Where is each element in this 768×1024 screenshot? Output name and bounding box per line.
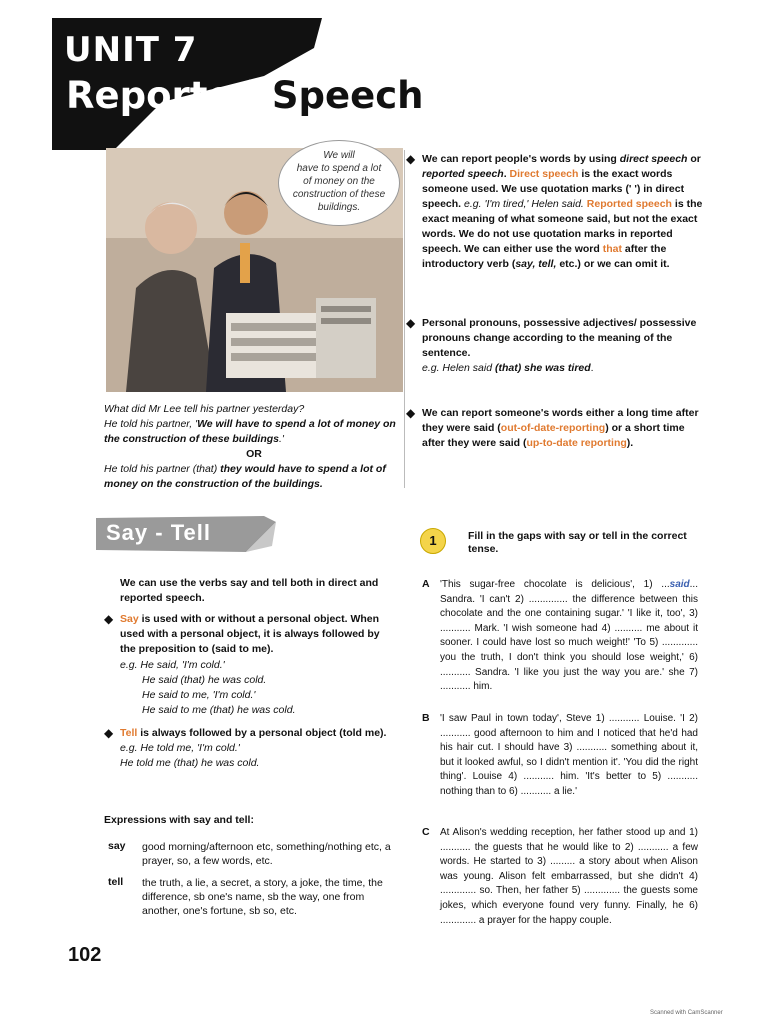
caption-or: OR <box>246 448 262 460</box>
rule-text: say, tell, <box>515 258 557 270</box>
say-examples <box>120 658 392 718</box>
rule-text: Personal pronouns, possessive adjectives/ possessive pronouns change according to the meaning of the sentence. <box>422 317 697 359</box>
gap-text: 'This sugar-free chocolate is delicious', 1) ... <box>440 579 670 590</box>
exercise-number-badge: 1 <box>420 528 446 554</box>
exercise-a-text <box>440 578 698 695</box>
say-rule <box>104 612 392 657</box>
bubble-line: construction of these <box>292 189 386 200</box>
rule-text: . <box>503 168 510 180</box>
caption-question: What did Mr Lee tell his partner yesterday? <box>104 403 305 415</box>
unit-title-part1: Reported <box>66 74 260 117</box>
photo-caption <box>104 402 404 492</box>
filled-answer: said <box>669 579 690 590</box>
bubble-line: We will <box>323 150 355 161</box>
example-line: He told me (that) he was cold. <box>120 757 260 769</box>
rule-text: reported speech <box>422 168 504 180</box>
bubble-line: buildings. <box>317 202 361 213</box>
say-tell-heading: Say - Tell <box>106 520 211 545</box>
example-line: e.g. He told me, 'I'm cold.' <box>120 742 240 754</box>
example-text: e.g. 'I'm tired,' Helen said. <box>464 198 584 210</box>
exercise-c-text: At Alison's wedding reception, her father stood up and 1) ........... the guests that he would like to 2) ........... a few words. He started to 3) ......... a story about when Alison was young. Alison felt embarrassed, but she didn't 4) ............. so. Then, her father 5) ............. the guests some jokes, which everyone found very funny. Finally, he 6) ............. a prayer for the happy couple. <box>440 827 698 926</box>
expr-key-say: say <box>108 840 126 852</box>
caption-text: He told his partner (that) <box>104 463 221 475</box>
rule-text: ) or a short time after they were said ( <box>422 422 685 449</box>
bubble-line: have to spend a lot <box>296 163 382 174</box>
caption-bold: We will have to spend a lot of money on the construction of these buildings <box>104 418 396 445</box>
expressions-title: Expressions with say and tell: <box>104 814 254 826</box>
highlight-text: up-to-date reporting <box>526 437 627 449</box>
rule-text: after the introductory verb ( <box>422 243 667 270</box>
example-bold: (that) she was tired <box>494 362 591 374</box>
highlight-text: that <box>602 243 622 255</box>
gap-text: ... Sandra. 'I can't 2) .............. the difference between this chocolate and the one containing sugar.' 'I like it, too', 3) ........... Mark. 'I wish someone had 4) .......... me about it sooner. I could have lost so much weight!' 'To 5) ............. you the truth, I don't think you should lose weight,' 6) ........... Sandra. 'I like you just the way you are.' she 7) ........... him. <box>440 579 698 693</box>
diamond-bullet-icon: ◆ <box>406 316 416 330</box>
rule-text: ). <box>626 437 634 449</box>
unit-title <box>66 74 424 117</box>
highlight-text: out-of-date-reporting <box>500 422 606 434</box>
expr-val-say: good morning/afternoon etc, something/nothing etc, a prayer, so, a few words, etc. <box>142 841 391 867</box>
tell-highlight: Tell <box>120 727 138 739</box>
exercise-letter-b: B <box>422 712 430 724</box>
unit-number: UNIT 7 <box>64 30 198 70</box>
rule-text: is the exact words someone used. We use quotation marks (' ') in direct speech. <box>422 168 685 210</box>
rule-text: We can report someone's words either a long time after they were said ( <box>422 407 699 434</box>
example-line: He said to me (that) he was cold. <box>142 704 296 716</box>
rule-pronouns <box>406 316 708 376</box>
column-divider <box>404 150 405 488</box>
exercise-b-text: 'I saw Paul in town today', Steve 1) ........... Louise. 'I 2) ........... good afternoon to him and I noticed that he'd had his hair cut. I should have 3) ........... something about it, but it looked awful, so I didn't mention it'. 'You did the right thing'. Louise 4) ........... him. 'It's better to 5) ........... nothing than to 6) ........... a lie.' <box>440 713 698 797</box>
rule-text: is the exact meaning of what someone said, but not the exact words. We do not use quotation marks in reported speech. We can either use the word <box>422 198 703 255</box>
highlight-text: Reported speech <box>586 198 672 210</box>
caption-text: He told his partner, ' <box>104 418 198 430</box>
example-line: He said to me, 'I'm cold.' <box>142 689 256 701</box>
exercise-letter-a: A <box>422 578 430 590</box>
rule-text: We can report people's words by using <box>422 153 620 165</box>
rule-reporting-time <box>406 406 708 451</box>
diamond-bullet-icon: ◆ <box>104 726 114 740</box>
rule-text: or <box>687 153 701 165</box>
highlight-text: Direct speech <box>509 168 579 180</box>
exercise-instruction: Fill in the gaps with say or tell in the correct tense. <box>468 530 687 555</box>
exercise-letter-c: C <box>422 826 430 838</box>
rule-direct-reported <box>406 152 708 272</box>
say-rule-text: is used with or without a personal object. When used with a personal object, it is always followed by the preposition to (said to me). <box>120 613 380 655</box>
tell-rule <box>104 726 392 771</box>
unit-title-part2: Speech <box>271 74 424 117</box>
tell-rule-text: is always followed by a personal object (told me). <box>137 727 387 739</box>
page-number: 102 <box>68 944 102 966</box>
diamond-bullet-icon: ◆ <box>406 152 416 166</box>
say-highlight: Say <box>120 613 139 625</box>
diamond-bullet-icon: ◆ <box>406 406 416 420</box>
expr-key-tell: tell <box>108 876 124 888</box>
example-text: . <box>590 362 594 374</box>
example-line: e.g. He said, 'I'm cold.' <box>120 659 225 671</box>
caption-bold: they would have to spend a lot of money on the construction of the buildings. <box>104 463 386 490</box>
say-tell-intro: We can use the verbs say and tell both in direct and reported speech. <box>120 577 379 604</box>
caption-text: .' <box>279 433 284 445</box>
speech-bubble <box>278 140 400 226</box>
expr-val-tell: the truth, a lie, a secret, a story, a joke, the time, the difference, sb one's name, sb the way, one from another, one's fortune, sb so, etc. <box>142 877 383 917</box>
scan-watermark: Scanned with CamScanner <box>650 1010 723 1016</box>
example-line: He said (that) he was cold. <box>142 674 267 686</box>
example-text: e.g. Helen said <box>422 362 495 374</box>
bubble-line: of money on the <box>303 176 375 187</box>
rule-text: etc.) or we can omit it. <box>556 258 670 270</box>
diamond-bullet-icon: ◆ <box>104 612 114 626</box>
rule-text: direct speech <box>619 153 688 165</box>
